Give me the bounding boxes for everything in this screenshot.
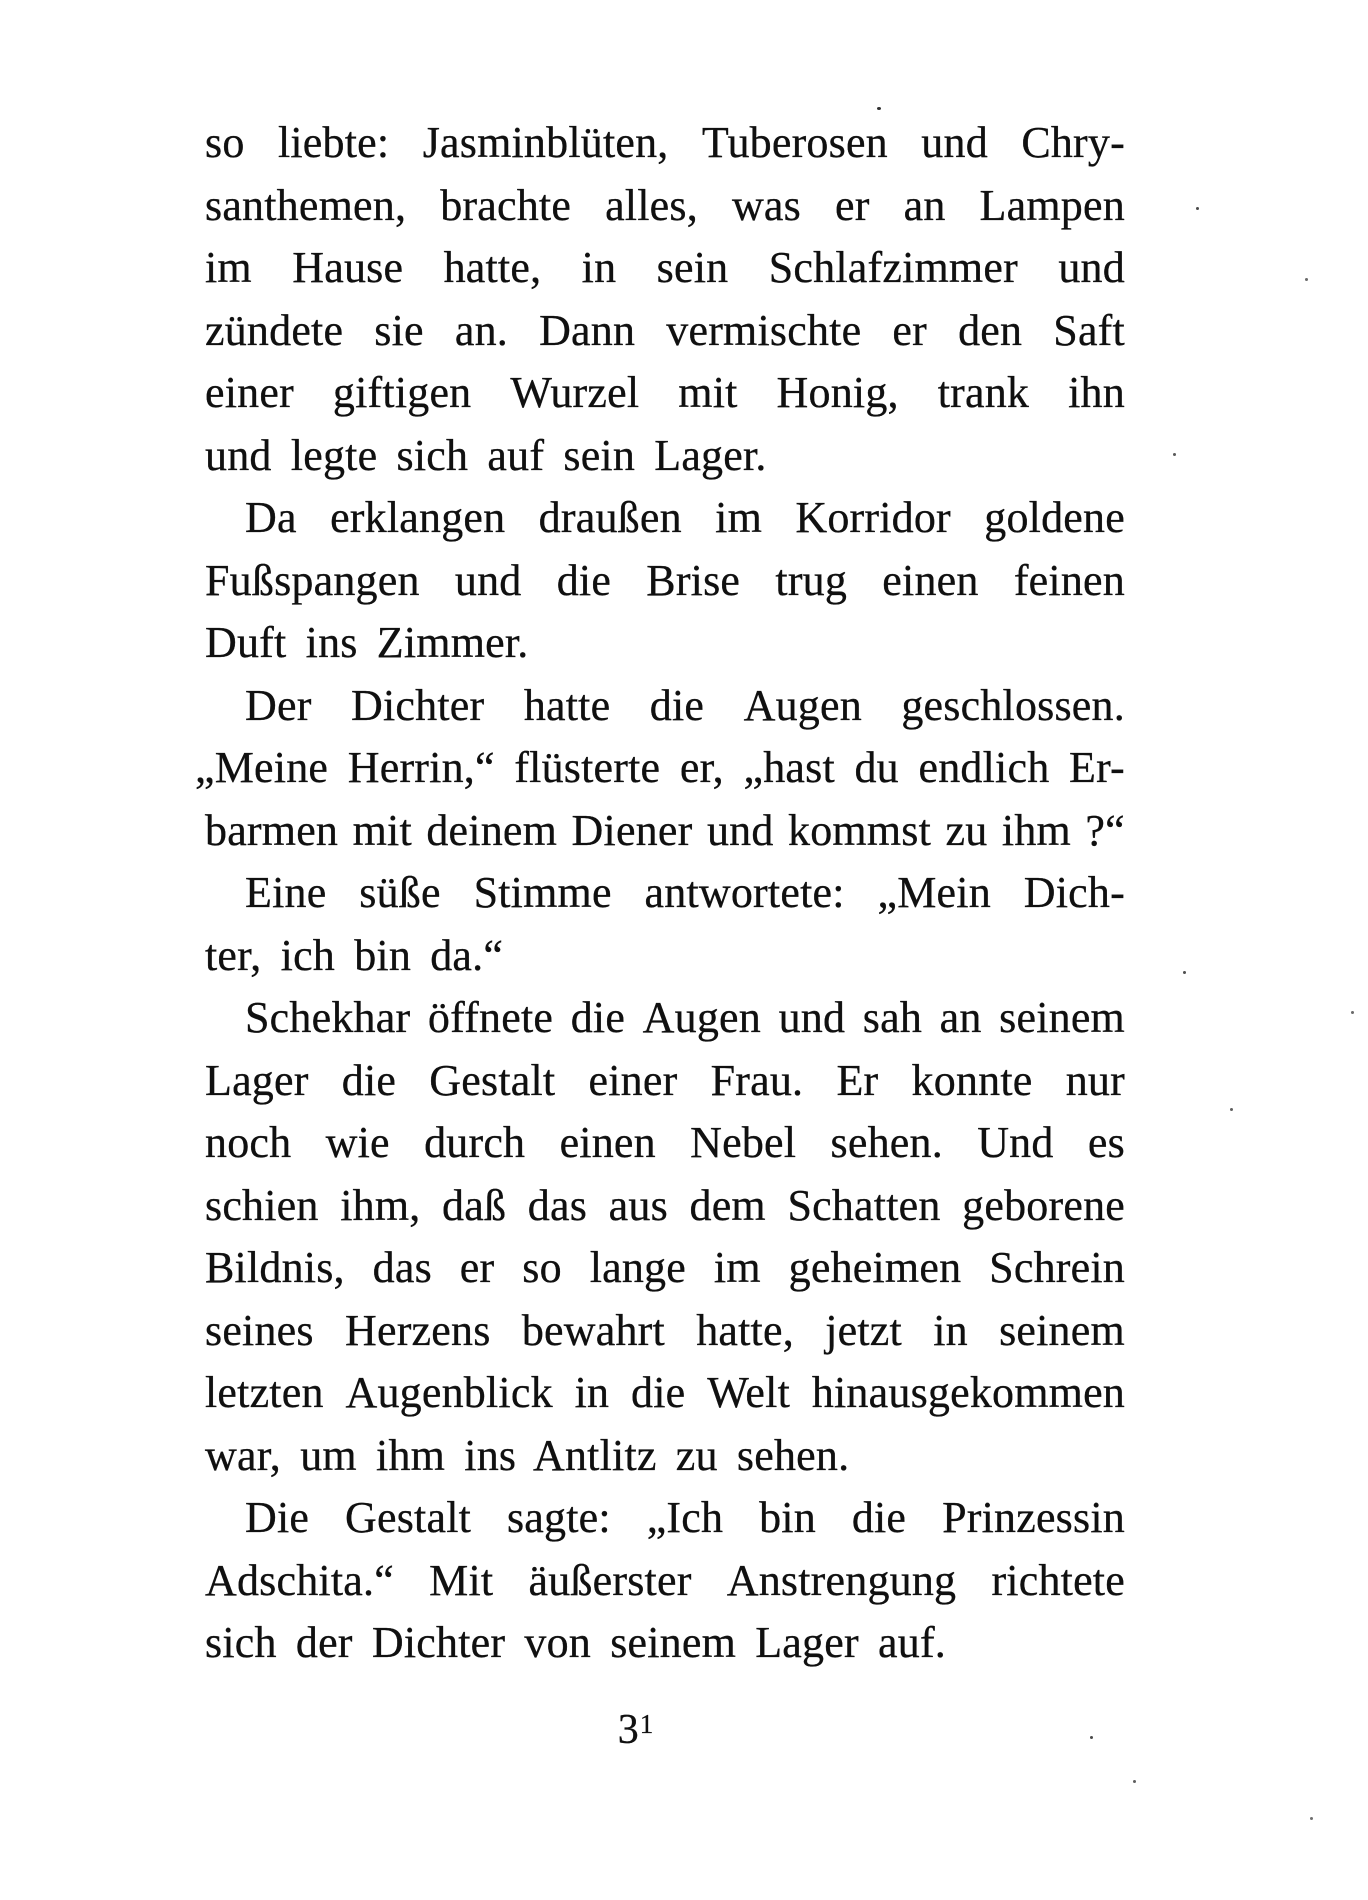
text-block <box>195 112 1125 1675</box>
scan-speck <box>1351 1011 1354 1014</box>
scan-speck <box>1230 1108 1233 1111</box>
scan-speck <box>1133 1780 1136 1783</box>
scan-speck <box>877 107 881 110</box>
scan-speck <box>1090 1736 1093 1739</box>
text-line: „Meine Herrin,“ flüsterte er, „hast du endlich Er- <box>195 743 1125 792</box>
text-line: Da erklangen draußen im Korridor goldene <box>245 493 1125 542</box>
text-line: Adschita.“ Mit äußerster Anstrengung richtete <box>205 1555 1125 1605</box>
text-line: und legte sich auf sein Lager. <box>205 430 767 480</box>
text-line: santhemen, brachte alles, was er an Lampen <box>205 180 1125 230</box>
text-line: war, um ihm ins Antlitz zu sehen. <box>205 1430 850 1480</box>
page-number-digit-large: 3 <box>617 1707 639 1753</box>
text-line: im Hause hatte, in sein Schlafzimmer und <box>205 243 1125 292</box>
text-line: seines Herzens bewahrt hatte, jetzt in seinem <box>205 1305 1125 1355</box>
text-line: Lager die Gestalt einer Frau. Er konnte nur <box>205 1055 1125 1105</box>
text-line: Eine süße Stimme antwortete: „Mein Dich- <box>245 868 1125 917</box>
text-line: Duft ins Zimmer. <box>205 618 529 667</box>
text-line: Schekhar öffnete die Augen und sah an seinem <box>245 993 1125 1042</box>
scan-speck <box>1305 278 1308 281</box>
scan-speck <box>1196 207 1199 210</box>
text-line: noch wie durch einen Nebel sehen. Und es <box>205 1118 1125 1167</box>
text-line: schien ihm, daß das aus dem Schatten geborene <box>205 1180 1125 1230</box>
text-line: Fußspangen und die Brise trug einen feinen <box>205 555 1125 605</box>
text-line: zündete sie an. Dann vermischte er den Saft <box>205 305 1125 355</box>
scan-speck <box>1183 971 1186 974</box>
text-line: Bildnis, das er so lange im geheimen Schrein <box>205 1243 1125 1292</box>
scan-speck <box>1310 1817 1313 1820</box>
text-line: Die Gestalt sagte: „Ich bin die Prinzessin <box>245 1493 1125 1542</box>
text-line: ter, ich bin da.“ <box>205 930 504 980</box>
page-number-digit-small: 1 <box>639 1709 654 1739</box>
text-line: sich der Dichter von seinem Lager auf. <box>205 1618 946 1667</box>
text-line: letzten Augenblick in die Welt hinausgekommen <box>205 1368 1125 1417</box>
page-number <box>575 1700 695 1760</box>
text-line: einer giftigen Wurzel mit Honig, trank ihn <box>205 368 1125 417</box>
text-line: Der Dichter hatte die Augen geschlossen. <box>245 680 1125 730</box>
scan-speck <box>1173 453 1176 456</box>
text-line: so liebte: Jasminblüten, Tuberosen und Chry- <box>205 118 1125 167</box>
text-line: barmen mit deinem Diener und kommst zu ihm ?“ <box>205 805 1125 855</box>
